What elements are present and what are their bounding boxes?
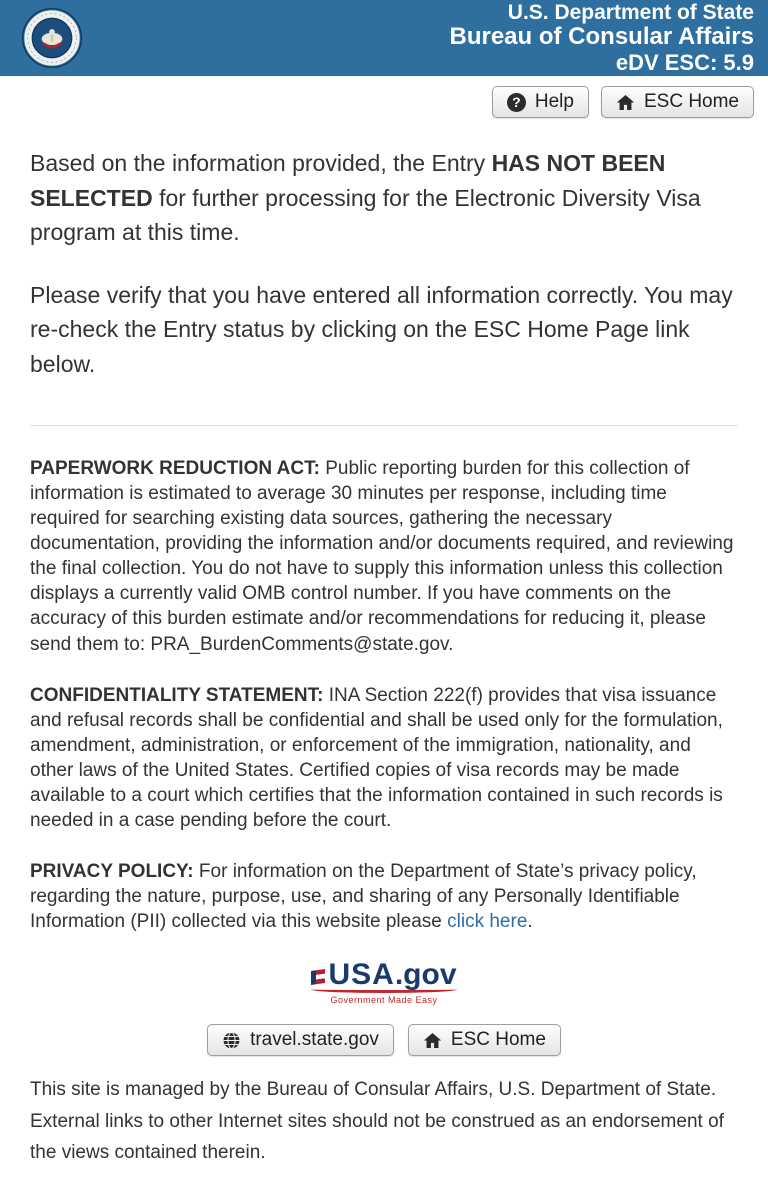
paperwork-reduction-act-title: PAPERWORK REDUCTION ACT: xyxy=(30,458,320,479)
help-icon: ? xyxy=(507,93,526,112)
help-button[interactable] xyxy=(492,86,589,118)
header-dept-title: U.S. Department of State xyxy=(507,0,754,24)
result-message-status: HAS NOT BEEN SELECTED xyxy=(30,150,666,211)
esc-home-bottom-label: ESC Home xyxy=(450,1029,546,1051)
globe-icon xyxy=(222,1031,241,1050)
esc-home-button-bottom[interactable] xyxy=(408,1024,561,1056)
home-icon xyxy=(423,1031,442,1050)
help-button-label: Help xyxy=(534,91,574,112)
confidentiality-statement-paragraph xyxy=(30,683,738,833)
paperwork-reduction-act-text: Public reporting burden for this collection of information is estimated to average 30 minutes per response, including time required for searching existing data sources, gathering the necessary documentation, providing the information and/or documents required, and reviewing the final collection. You do not have to supply this information unless this collection displays a currently valid OMB control number. If you have comments on the accuracy of this burden estimate and/or recommendations for reducing it, please send them to: PRA_BurdenComments@state.gov. xyxy=(30,458,734,655)
privacy-policy-title: PRIVACY POLICY: xyxy=(30,861,194,883)
privacy-policy-click-here-link[interactable]: click here xyxy=(447,911,528,933)
result-message-pre: Based on the information provided, the Entry xyxy=(30,150,492,176)
department-of-state-seal-icon xyxy=(22,8,82,68)
header-banner xyxy=(0,0,768,76)
footer-buttons xyxy=(0,1024,768,1056)
header-bureau-title: Bureau of Consular Affairs xyxy=(449,23,754,51)
section-divider xyxy=(30,425,738,426)
esc-home-button-top[interactable] xyxy=(601,86,754,118)
result-message xyxy=(30,146,738,250)
paperwork-reduction-act-paragraph xyxy=(30,456,738,657)
travel-state-gov-label: travel.state.gov xyxy=(250,1029,379,1051)
usagov-tagline: Government Made Easy xyxy=(330,995,438,1006)
usagov-logo-wrap xyxy=(0,960,768,1008)
top-toolbar xyxy=(0,76,768,118)
esc-home-button-label: ESC Home xyxy=(643,91,739,112)
usagov-flag-icon xyxy=(311,969,325,985)
home-icon xyxy=(616,93,635,112)
result-message-post: for further processing for the Electronic Diversity Visa program at this time. xyxy=(30,184,701,245)
confidentiality-statement-text: INA Section 222(f) provides that visa issuance and refusal records shall be confidential and shall be used only for the formulation, amendment, administration, or enforcement of the immigration, nationality, and other laws of the United States. Certified copies of visa records may be made available to a court which certifies that the information contained in such records is needed in a case pending before the court. xyxy=(30,684,723,832)
verify-message: Please verify that you have entered all information correctly. You may re-check the Entry status by clicking on the ESC Home Page link below. xyxy=(30,281,733,377)
travel-state-gov-button[interactable] xyxy=(207,1024,394,1056)
privacy-policy-paragraph xyxy=(30,859,738,934)
header-title-block xyxy=(450,1,755,76)
usagov-usa-text: USA xyxy=(328,958,395,992)
confidentiality-statement-title: CONFIDENTIALITY STATEMENT: xyxy=(30,684,324,706)
privacy-policy-period: . xyxy=(527,911,533,933)
site-managed-notice: This site is managed by the Bureau of Consular Affairs, U.S. Department of State. External links to other Internet sites should not be construed as an endorsement of the views contained therein. xyxy=(30,1079,724,1164)
header-app-version: eDV ESC: 5.9 xyxy=(615,49,754,75)
usagov-gov-text: .gov xyxy=(394,958,457,992)
usagov-logo[interactable] xyxy=(311,960,456,1005)
main-content xyxy=(0,146,768,934)
privacy-policy-text: For information on the Department of State’s privacy policy, regarding the nature, purpose, use, and sharing of any Personally Identifiable Information (PII) collected via this website please xyxy=(30,861,697,933)
